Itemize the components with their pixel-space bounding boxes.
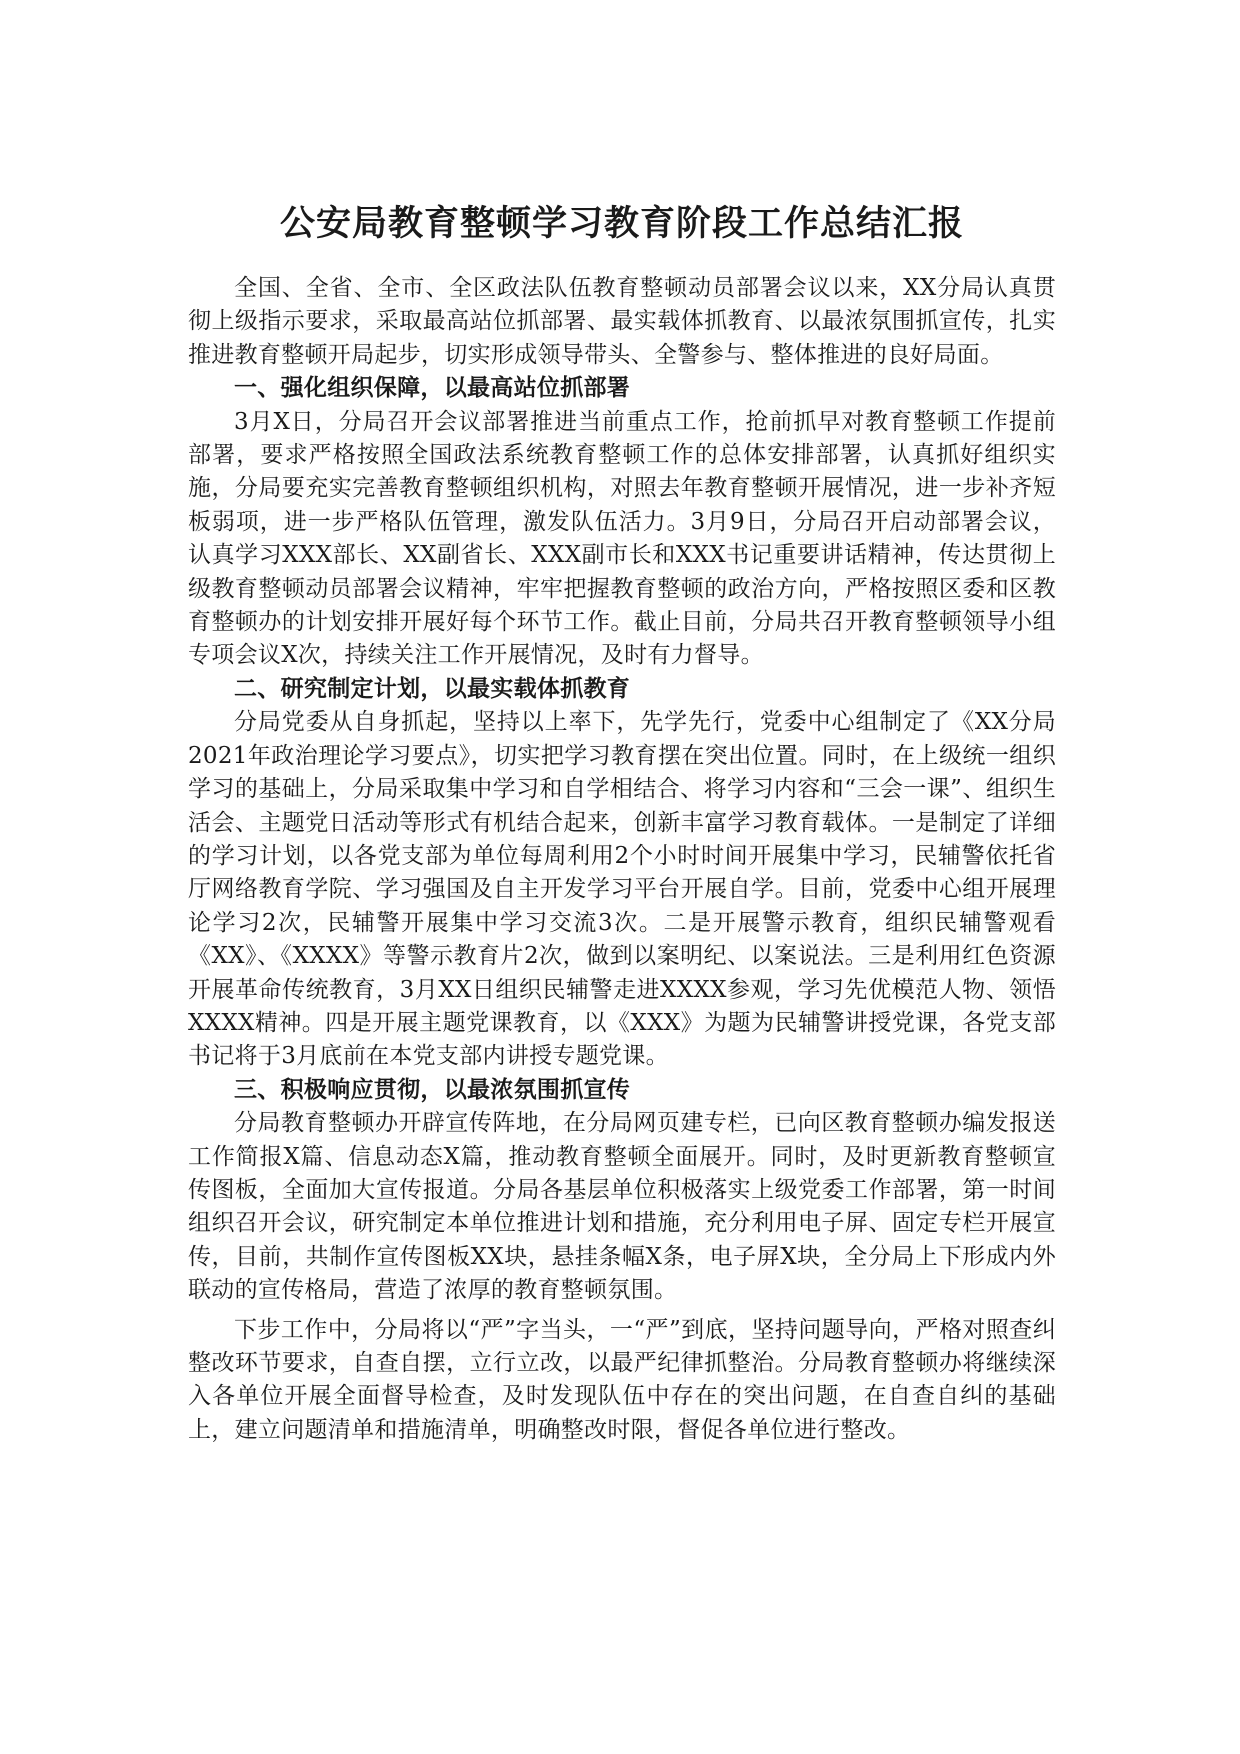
section-heading: 二、研究制定计划，以最实载体抓教育 <box>234 675 631 702</box>
document-page <box>188 198 1056 1447</box>
section-3 <box>188 1074 1056 1308</box>
section-1 <box>188 372 1056 673</box>
section-heading: 三、积极响应贯彻，以最浓氛围抓宣传 <box>234 1076 631 1103</box>
section-body: 分局党委从自身抓起，坚持以上率下，先学先行，党委中心组制定了《XX分局2021年政治理论学习要点》，切实把学习教育摆在突出位置。同时，在上级统一组织学习的基础上，分局采取集中学习和自学相结合、将学习内容和“三会一课”、组织生活会、主题党日活动等形式有机结合起来，创新丰富学习教育载体。一是制定了详细的学习计划，以各党支部为单位每周利用2个小时时间开展集中学习，民辅警依托省厅网络教育学院、学习强国及自主开发学习平台开展自学。目前，党委中心组开展理论学习2次，民辅警开展集中学习交流3次。二是开展警示教育，组织民辅警观看《XX》、《XXXX》等警示教育片2次，做到以案明纪、以案说法。三是利用红色资源开展革命传统教育，3月XX日组织民辅警走进XXXX参观，学习先优模范人物、领悟XXXX精神。四是开展主题党课教育，以《XXX》为题为民辅警讲授党课，各党支部书记将于3月底前在本党支部内讲授专题党课。 <box>188 709 1056 1070</box>
closing-paragraph: 下步工作中，分局将以“严”字当头，一“严”到底，坚持问题导向，严格对照查纠整改环节要求，自查自摆，立行立改，以最严纪律抓整治。分局教育整顿办将继续深入各单位开展全面督导检查，及时发现队伍中存在的突出问题，在自查自纠的基础上，建立问题清单和措施清单，明确整改时限，督促各单位进行整改。 <box>188 1316 1056 1443</box>
section-body: 3月X日，分局召开会议部署推进当前重点工作，抢前抓早对教育整顿工作提前部署，要求严格按照全国政法系统教育整顿工作的总体安排部署，认真抓好组织实施，分局要充实完善教育整顿组织机构，对照去年教育整顿开展情况，进一步补齐短板弱项，进一步严格队伍管理，激发队伍活力。3月9日，分局召开启动部署会议，认真学习XXX部长、XX副省长、XXX副市长和XXX书记重要讲话精神，传达贯彻上级教育整顿动员部署会议精神，牢牢把握教育整顿的政治方向，严格按照区委和区教育整顿办的计划安排开展好每个环节工作。截止目前，分局共召开教育整顿领导小组专项会议X次，持续关注工作开展情况，及时有力督导。 <box>188 408 1056 669</box>
section-body: 分局教育整顿办开辟宣传阵地，在分局网页建专栏，已向区教育整顿办编发报送工作简报X篇、信息动态X篇，推动教育整顿全面展开。同时，及时更新教育整顿宣传图板，全面加大宣传报道。分局各基层单位积极落实上级党委工作部署，第一时间组织召开会议，研究制定本单位推进计划和措施，充分利用电子屏、固定专栏开展宣传，目前，共制作宣传图板XX块，悬挂条幅X条，电子屏X块，全分局上下形成内外联动的宣传格局，营造了浓厚的教育整顿氛围。 <box>188 1110 1056 1304</box>
section-heading: 一、强化组织保障，以最高站位抓部署 <box>234 375 631 402</box>
document-title: 公安局教育整顿学习教育阶段工作总结汇报 <box>279 204 964 244</box>
section-2 <box>188 673 1056 1074</box>
intro-paragraph: 全国、全省、全市、全区政法队伍教育整顿动员部署会议以来，XX分局认真贯彻上级指示要求，采取最高站位抓部署、最实载体抓教育、以最浓氛围抓宣传，扎实推进教育整顿开局起步，切实形成领导带头、全警参与、整体推进的良好局面。 <box>188 275 1056 368</box>
